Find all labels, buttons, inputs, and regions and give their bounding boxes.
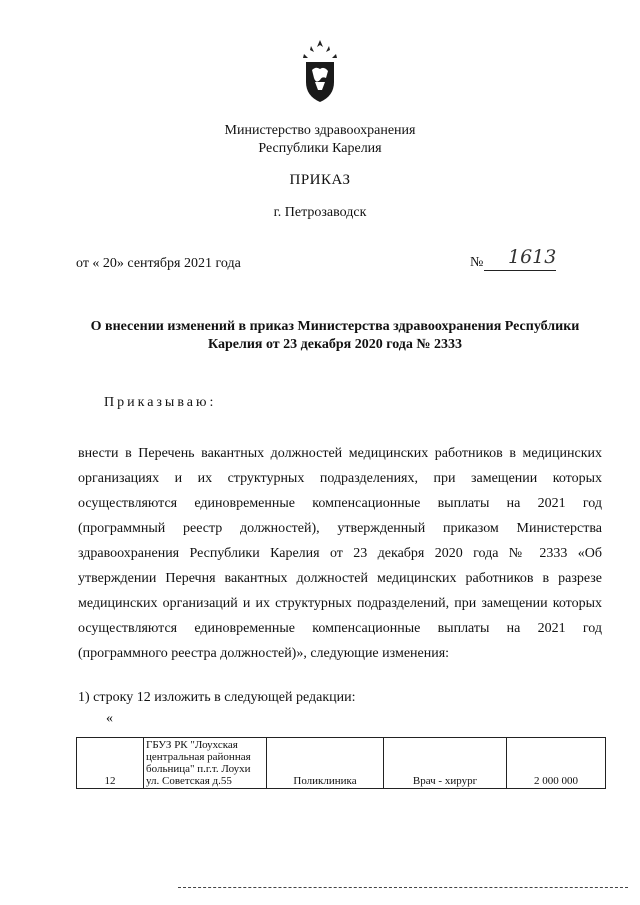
number-label: № (470, 255, 484, 270)
doc-type: ПРИКАЗ (289, 172, 351, 188)
subject-line2: Карелия от 23 декабря 2020 года № 2333 (208, 337, 462, 352)
ministry-name (0, 122, 640, 158)
order-subject (70, 318, 600, 354)
order-date: от « 20» сентября 2021 года (76, 256, 241, 271)
number-underline (484, 270, 556, 271)
org-line1: ГБУЗ РК "Лоухская (146, 739, 238, 751)
org-line2: центральная районная (146, 751, 251, 763)
ministry-line1: Министерство здравоохранения (224, 123, 416, 138)
item-1: 1) строку 12 изложить в следующей редакции: (78, 690, 356, 705)
orders-word: Приказываю: (104, 395, 217, 410)
cell-division: Поликлиника (267, 738, 384, 789)
body-paragraph: внести в Перечень вакантных должностей медицинских работников в медицинских организациях и их структурных подразделениях, при замещении которых осуществляются единовременные компенсационные выплаты на 2021 год (программный реестр должностей), утвержденный приказом Министерства здравоохранения Республики Карелия от 23 декабря 2020 года № 2333 «Об утверждении Перечня вакантных должностей медицинских работников в разрезе медицинских организаций и их структурных подразделений, при замещении которых осуществляются единовременные компенсационные выплаты на 2021 год (программного реестра должностей)», следующие изменения: (78, 446, 602, 661)
cell-position: Врач - хирург (384, 738, 507, 789)
subject-line1: О внесении изменений в приказ Министерства здравоохранения Республики (90, 319, 580, 334)
ministry-line2: Республики Карелия (258, 141, 382, 156)
karelia-coat-of-arms-icon (300, 38, 340, 106)
city: г. Петрозаводск (273, 205, 367, 220)
registry-table (76, 737, 606, 789)
cell-organization (144, 738, 267, 789)
org-line4: ул. Советская д.55 (146, 775, 232, 787)
table-row (77, 738, 606, 789)
org-line3: больница" п.г.т. Лоухи (146, 763, 251, 775)
cell-number: 12 (77, 738, 144, 789)
quote-open: « (106, 711, 113, 726)
bottom-dashed-line (178, 887, 628, 888)
cell-amount: 2 000 000 (507, 738, 606, 789)
order-number: 1613 (508, 246, 557, 268)
